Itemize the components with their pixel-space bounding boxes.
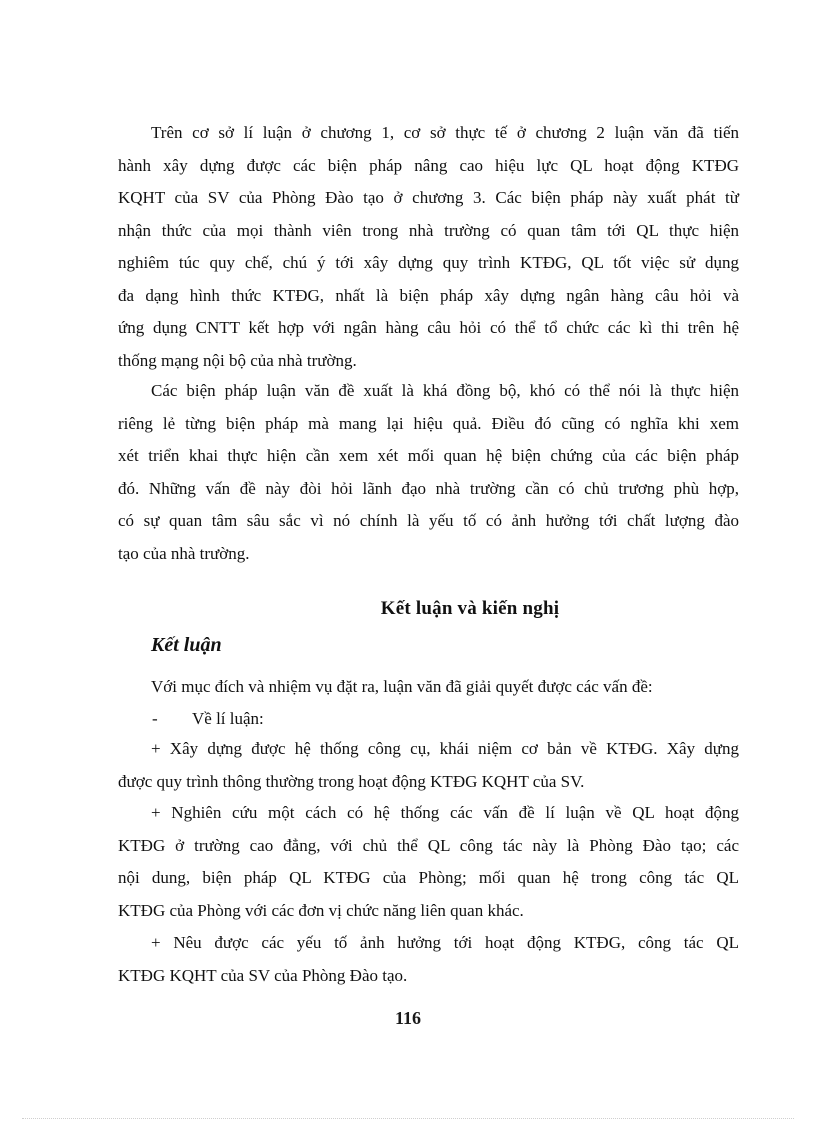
paragraph-line: riêng lẻ từng biện pháp mà mang lại hiệu quả. Điều đó cũng có nghĩa khi xem [118, 413, 739, 433]
paragraph-1 [118, 117, 739, 377]
list-item-1 [118, 733, 739, 798]
intro-paragraph [118, 671, 739, 704]
paragraph-line: đó. Những vấn đề này đòi hỏi lãnh đạo nhà trường cần có chủ trương phù hợp, [118, 478, 739, 498]
section-title: Kết luận và kiến nghị [380, 598, 560, 619]
bullet-text: Về lí luận: [192, 709, 264, 728]
paragraph-line: xét triển khai thực hiện cần xem xét mối quan hệ biện chứng của các biện pháp [118, 446, 739, 465]
paragraph-line: Các biện pháp luận văn đề xuất là khá đồng bộ, khó có thể nói là thực hiện [151, 381, 739, 400]
paragraph-line: nhận thức của mọi thành viên trong nhà trường có quan tâm tới QL thực hiện [118, 220, 739, 240]
paragraph-line: KTĐG KQHT của SV của Phòng Đào tạo. [118, 965, 408, 985]
paragraph-line: có sự quan tâm sâu sắc vì nó chính là yếu tố có ảnh hưởng tới chất lượng đào [118, 511, 739, 530]
paragraph-line: KTĐG ở trường cao đẳng, với chủ thể QL công tác này là Phòng Đào tạo; các [118, 835, 739, 855]
subheading-wrap [118, 634, 739, 657]
paragraph-line: + Nêu được các yếu tố ảnh hưởng tới hoạt động KTĐG, công tác QL [151, 933, 739, 952]
paragraph-line: nghiêm túc quy chế, chú ý tới xây dựng quy trình KTĐG, QL tốt việc sử dụng [118, 253, 739, 272]
paragraph-line: thống mạng nội bộ của nhà trường. [118, 350, 357, 370]
bullet-dash: - [152, 709, 158, 728]
paragraph-line: đa dạng hình thức KTĐG, nhất là biện pháp xây dựng ngân hàng câu hỏi và [118, 285, 739, 305]
paragraph-line: ứng dụng CNTT kết hợp với ngân hàng câu hỏi có thể tổ chức các kì thi trên hệ [118, 318, 739, 337]
list-item-2 [118, 797, 739, 927]
paragraph-line: Trên cơ sở lí luận ở chương 1, cơ sở thực tế ở chương 2 luận văn đã tiến [151, 123, 739, 142]
page-number: 116 [394, 1008, 421, 1028]
list-item-3 [118, 927, 739, 992]
paragraph-line: tạo của nhà trường. [118, 543, 250, 563]
paragraph-line: hành xây dựng được các biện pháp nâng cao hiệu lực QL hoạt động KTĐG [118, 155, 739, 175]
paragraph-2 [118, 375, 739, 570]
paragraph-line: Với mục đích và nhiệm vụ đặt ra, luận văn đã giải quyết được các vấn đề: [151, 677, 653, 696]
paragraph-line: KQHT của SV của Phòng Đào tạo ở chương 3. Các biện pháp này xuất phát từ [118, 188, 739, 207]
paragraph-line: + Nghiên cứu một cách có hệ thống các vấn đề lí luận về QL hoạt động [151, 803, 739, 822]
paragraph-line: nội dung, biện pháp QL KTĐG của Phòng; mối quan hệ trong công tác QL [118, 868, 739, 887]
paragraph-line: KTĐG của Phòng với các đơn vị chức năng liên quan khác. [118, 900, 524, 920]
bottom-divider [22, 1118, 794, 1119]
subheading: Kết luận [151, 634, 222, 656]
paragraph-line: được quy trình thông thường trong hoạt động KTĐG KQHT của SV. [118, 771, 585, 791]
bullet-item [118, 703, 739, 736]
paragraph-line: + Xây dựng được hệ thống công cụ, khái niệm cơ bản về KTĐG. Xây dựng [151, 739, 739, 758]
